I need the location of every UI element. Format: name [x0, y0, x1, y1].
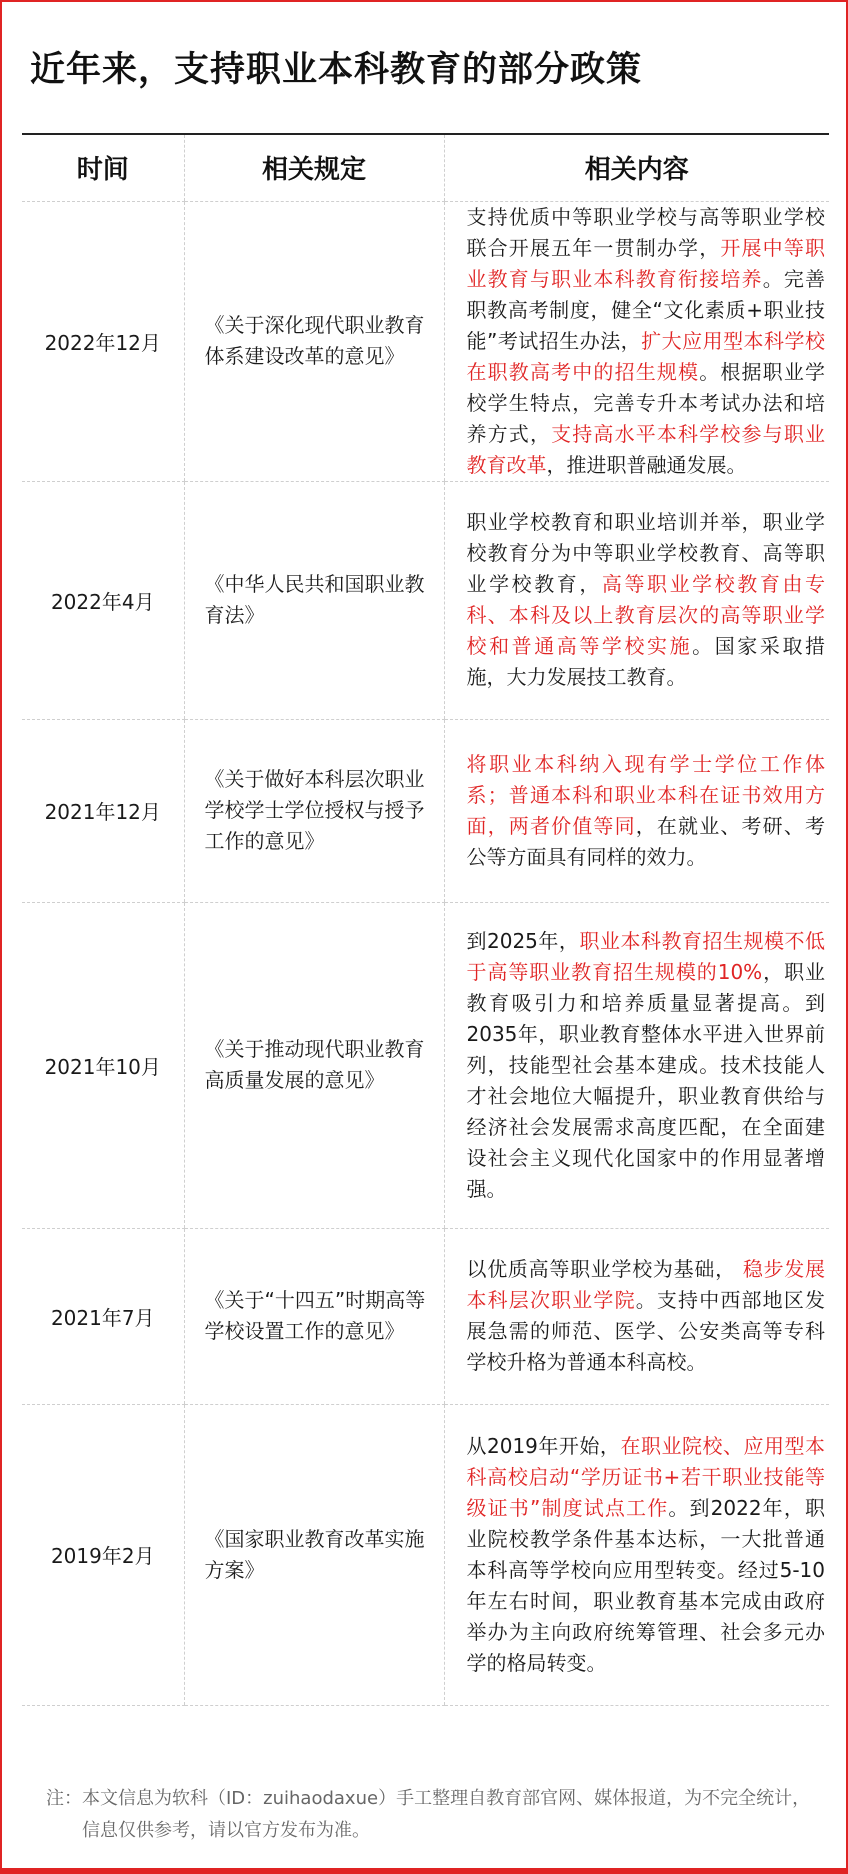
- table-row: [22, 1228, 829, 1404]
- row-regulation: 《关于推动现代职业教育高质量发展的意见》: [184, 902, 444, 1228]
- row-regulation: 《关于深化现代职业教育体系建设改革的意见》: [184, 201, 444, 481]
- highlighted-text: 开展中等职业教育与职业本科教育衔接培养: [466, 235, 825, 291]
- table-row: [22, 481, 829, 719]
- content-text: 。根据职业学校学生特点，完善专升本考试办法和培养方式，: [466, 359, 825, 446]
- row-content: [444, 481, 829, 719]
- highlighted-text: 在职业院校、应用型本科高校启动“学历证书+若干职业技能等级证书”制度试点工作: [466, 1433, 825, 1520]
- content-text: ，职业教育吸引力和培养质量显著提高。到2035年，职业教育整体水平进入世界前列，技能型社会基本建成。技术技能人才社会地位大幅提升，职业教育供给与经济社会发展需求高度匹配，在全面建设社会主义现代化国家中的作用显著增强。: [466, 959, 826, 1201]
- content-text: 支持优质中等职业学校与高等职业学校联合开展五年一贯制办学，: [466, 204, 825, 260]
- content-text: 职业学校教育和职业培训并举，职业学校教育分为中等职业学校教育、高等职业学校教育，: [466, 510, 825, 596]
- row-regulation: 《中华人民共和国职业教育法》: [184, 481, 444, 719]
- content-text: 到2025年，: [466, 928, 580, 953]
- highlighted-text: 将职业本科纳入现有学士学位工作体系；普通本科和职业本科在证书效用方面，两者价值等同: [466, 751, 825, 838]
- content-text: 。国家采取措施，大力发展技工教育。: [466, 634, 826, 689]
- content-text: ，推进职普融通发展。: [546, 452, 747, 477]
- row-time: 2019年2月: [22, 1404, 184, 1705]
- row-content: [444, 719, 829, 902]
- content-text: ，在就业、考研、考公等方面具有同样的效力。: [466, 813, 825, 869]
- header-time: 时间: [22, 135, 184, 201]
- table-row: [22, 902, 829, 1228]
- row-regulation: 《关于“十四五”时期高等学校设置工作的意见》: [184, 1228, 444, 1404]
- table-row: [22, 719, 829, 902]
- row-content: [444, 1228, 829, 1404]
- page-title: 近年来，支持职业本科教育的部分政策: [30, 50, 643, 90]
- row-content: [444, 902, 829, 1228]
- highlighted-text: 支持高水平本科学校参与职业教育改革: [466, 421, 825, 477]
- table-row: [22, 1404, 829, 1705]
- highlighted-text: 职业本科教育招生规模不低于高等职业教育招生规模的10%: [466, 928, 826, 984]
- content-text: 。完善职教高考制度，健全“文化素质+职业技能”考试招生办法，: [466, 266, 825, 353]
- row-time: 2022年4月: [22, 481, 184, 719]
- row-regulation: 《国家职业教育改革实施方案》: [184, 1404, 444, 1705]
- policy-table: [22, 135, 829, 1706]
- row-content: [444, 1404, 829, 1705]
- table-row: [22, 201, 829, 481]
- content-text: 以优质高等职业学校为基础，: [466, 1257, 743, 1281]
- row-time: 2021年10月: [22, 902, 184, 1228]
- highlighted-text: 稳步发展本科层次职业学院: [466, 1257, 826, 1312]
- content-text: 。到2022年，职业院校教学条件基本达标，一大批普通本科高等学校向应用型转变。经过5-10年左右时间，职业教育基本完成由政府举办为主向政府统筹管理、社会多元办学的格局转变。: [466, 1495, 825, 1675]
- content-text: 从2019年开始，: [466, 1433, 621, 1458]
- row-time: 2022年12月: [22, 201, 184, 481]
- content-text: 。支持中西部地区发展急需的师范、医学、公安类高等专科学校升格为普通本科高校。: [466, 1288, 825, 1374]
- header-content: 相关内容: [444, 135, 829, 201]
- highlighted-text: 扩大应用型本科学校在职教高考中的招生规模: [466, 328, 825, 384]
- highlighted-text: 高等职业学校教育由专科、本科及以上教育层次的高等职业学校和普通高等学校实施: [466, 572, 826, 658]
- row-regulation: 《关于做好本科层次职业学校学士学位授权与授予工作的意见》: [184, 719, 444, 902]
- row-content: [444, 201, 829, 481]
- row-time: 2021年12月: [22, 719, 184, 902]
- row-time: 2021年7月: [22, 1228, 184, 1404]
- footnote: 注：本文信息为软科（ID：zuihaodaxue）手工整理自教育部官网、媒体报道，为不完全统计，信息仅供参考，请以官方发布为准。: [46, 1788, 811, 1841]
- header-regulation: 相关规定: [184, 135, 444, 201]
- table-header-row: [22, 135, 829, 201]
